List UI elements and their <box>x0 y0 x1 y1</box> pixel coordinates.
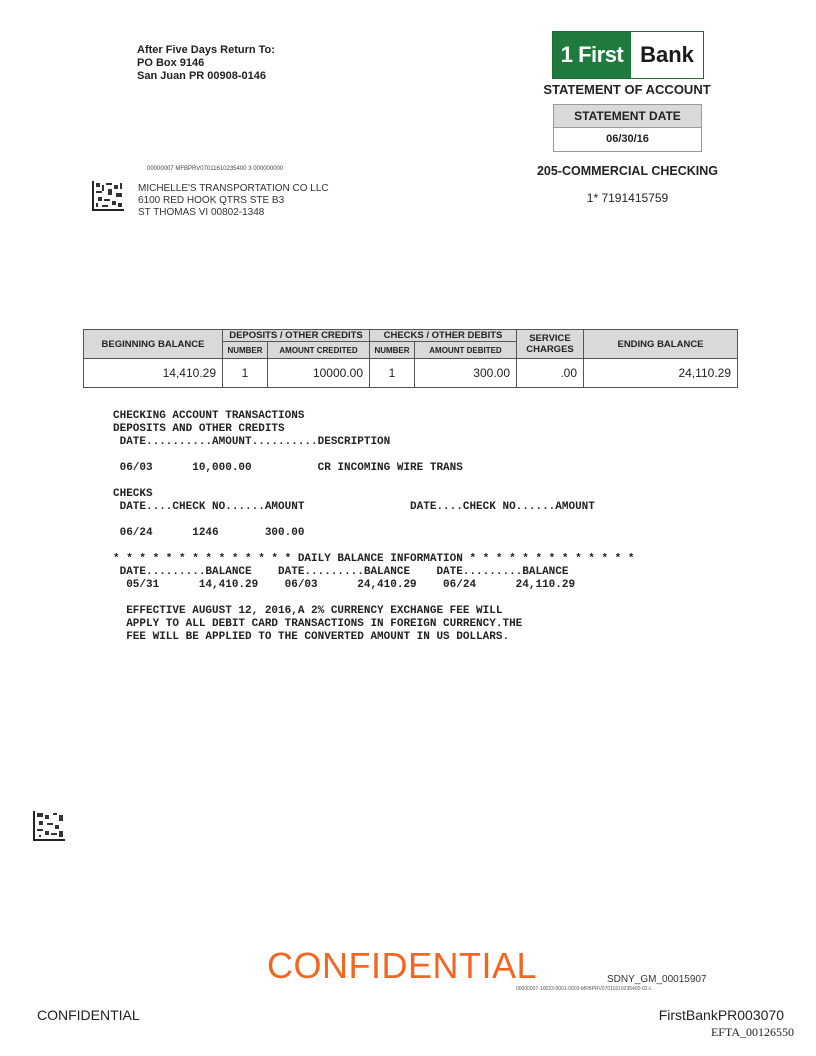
checks-number-header: NUMBER <box>370 342 415 359</box>
account-type: 205-COMMERCIAL CHECKING <box>536 164 719 178</box>
firstbank-bates: FirstBankPR003070 <box>658 1007 784 1023</box>
statement-date-box <box>553 104 702 152</box>
datamatrix-barcode-icon <box>92 181 124 211</box>
deposits-header: DEPOSITS / OTHER CREDITS <box>223 330 370 342</box>
addressee-name: MICHELLE'S TRANSPORTATION CO LLC <box>138 183 329 194</box>
return-address <box>137 44 275 83</box>
return-address-line: After Five Days Return To: <box>137 44 275 56</box>
amount-credited-header: AMOUNT CREDITED <box>268 342 370 359</box>
beginning-balance-value: 14,410.29 <box>84 359 223 388</box>
amount-debited-value: 300.00 <box>415 359 517 388</box>
document-code: 00000007-10023-0001-0003-MFBPRV07011610235400-02-L <box>516 986 653 992</box>
return-address-line: PO Box 9146 <box>137 57 205 69</box>
beginning-balance-header: BEGINNING BALANCE <box>84 330 223 359</box>
datamatrix-barcode-icon <box>33 811 65 841</box>
ending-balance-value: 24,110.29 <box>584 359 738 388</box>
return-address-line: San Juan PR 00908-0146 <box>137 70 267 82</box>
logo-first: 1 First <box>553 32 631 78</box>
amount-debited-header: AMOUNT DEBITED <box>415 342 517 359</box>
transactions-detail: CHECKING ACCOUNT TRANSACTIONS DEPOSITS AND OTHER CREDITS DATE..........AMOUNT..........DESCRIPTION 06/03 10,000.00 CR INCOMING WIRE TRANS CHECKS DATE....CHECK NO......AMOUNT DATE....CHECK NO......AMOUNT 06/24 1246 300.00 * * * * * * * * * * * * * * DAILY BALANCE INFORMATION * * * * * * * * * * * * * DATE.........BALANCE DATE.........BALANCE DATE.........BALANCE 05/31 14,410.29 06/03 24,410.29 06/24 24,110.29 EFFECTIVE AUGUST 12, 2016,A 2% CURRENCY EXCHANGE FEE WILL APPLY TO ALL DEBIT CARD TRANSACTIONS IN FOREIGN CURRENCY.THE FEE WILL BE APPLIED TO THE CONVERTED AMOUNT IN US DOLLARS. <box>113 410 635 643</box>
efta-id: EFTA_00126550 <box>710 1025 794 1039</box>
ending-balance-header: ENDING BALANCE <box>584 330 738 359</box>
addressee-city: ST THOMAS VI 00802-1348 <box>138 207 265 218</box>
logo-bank: Bank <box>640 42 694 67</box>
addressee <box>138 183 329 219</box>
firstbank-logo <box>552 31 704 79</box>
mail-code: 00000007 MFBPRV07011610235400 3 000000000 <box>147 166 284 172</box>
statement-date-value: 06/30/16 <box>606 133 649 145</box>
confidential-stamp: CONFIDENTIAL <box>267 945 538 986</box>
checks-number-value: 1 <box>370 359 415 388</box>
checks-header: CHECKS / OTHER DEBITS <box>370 330 517 342</box>
confidential-footer: CONFIDENTIAL <box>37 1007 140 1023</box>
statement-title: STATEMENT OF ACCOUNT <box>543 82 711 97</box>
addressee-street: 6100 RED HOOK QTRS STE B3 <box>138 195 285 206</box>
deposits-number-header: NUMBER <box>223 342 268 359</box>
balance-summary-table <box>83 329 738 388</box>
account-number: 1* 7191415759 <box>586 191 669 205</box>
sdny-bates: SDNY_GM_00015907 <box>607 974 707 985</box>
service-charges-value: .00 <box>517 359 584 388</box>
statement-date-label: STATEMENT DATE <box>554 105 701 128</box>
deposits-number-value: 1 <box>223 359 268 388</box>
amount-credited-value: 10000.00 <box>268 359 370 388</box>
service-charges-header: SERVICE CHARGES <box>517 330 584 359</box>
